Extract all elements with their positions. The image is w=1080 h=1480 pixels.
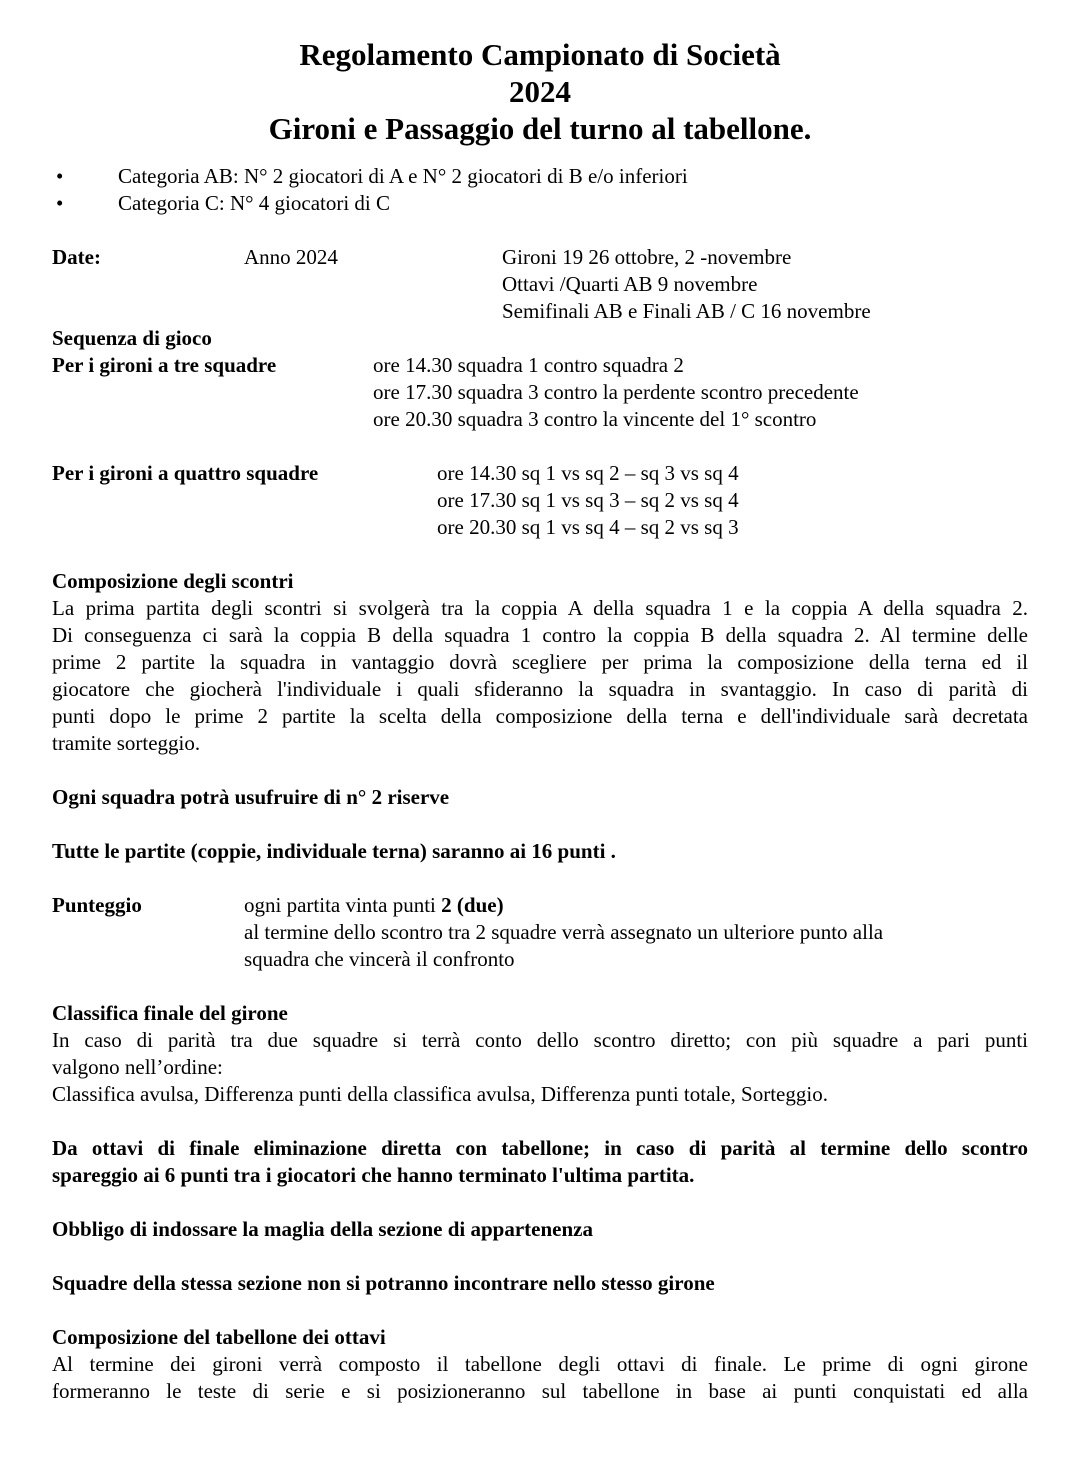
scoring-points-value: 2 (due) <box>441 893 504 917</box>
four-teams-line-3: ore 20.30 sq 1 vs sq 4 – sq 2 vs sq 3 <box>437 515 739 539</box>
dates-line-1: Gironi 19 26 ottobre, 2 -novembre <box>502 245 792 269</box>
sequence-section <box>52 325 1028 541</box>
paragraph-line: spareggio ai 6 punti tra i giocatori che hanno terminato l'ultima partita. <box>52 1163 695 1187</box>
category-ab: Categoria AB: N° 2 giocatori di A e N° 2 giocatori di B e/o inferiori <box>118 164 688 188</box>
four-teams-label: Per i gironi a quattro squadre <box>52 461 319 485</box>
scoring-line-1: ogni partita vinta punti 2 (due) <box>244 893 504 917</box>
dates-line-2: Ottavi /Quarti AB 9 novembre <box>502 272 758 296</box>
three-teams-line-2: ore 17.30 squadra 3 contro la perdente scontro precedente <box>373 380 859 404</box>
reserves-rule: Ogni squadra potrà usufruire di n° 2 riserve <box>52 785 450 809</box>
bracket-heading: Composizione del tabellone dei ottavi <box>52 1325 386 1349</box>
paragraph-line: giocatore che giocherà l'individuale i quali sfideranno la squadra in svantaggio. In caso di parità di <box>52 677 1028 701</box>
dates-label: Date: <box>52 245 101 269</box>
title-line-1: Regolamento Campionato di Società <box>299 37 781 72</box>
dates-year: Anno 2024 <box>244 245 338 269</box>
paragraph-line: prime 2 partite la squadra in vantaggio dovrà scegliere per prima la composizione della terna ed il <box>52 650 1028 674</box>
three-teams-line-3: ore 20.30 squadra 3 contro la vincente del 1° scontro <box>373 407 817 431</box>
title-line-3: Gironi e Passaggio del turno al tabellone. <box>268 111 812 146</box>
paragraph-line: punti dopo le prime 2 partite la scelta della composizione della terna e dell'individuale sarà decretata <box>52 704 1028 728</box>
ranking-section <box>52 1000 1028 1108</box>
composition-heading: Composizione degli scontri <box>52 569 294 593</box>
paragraph-line: formeranno le teste di serie e si posizioneranno sul tabellone in base ai punti conquistati ed alla <box>52 1379 1028 1403</box>
paragraph-line: Di conseguenza ci sarà la coppia B della squadra 1 contro la coppia B della squadra 2. Al termine delle <box>52 623 1028 647</box>
bullet-icon: • <box>56 191 64 215</box>
document-page <box>52 36 1028 1405</box>
category-c: Categoria C: N° 4 giocatori di C <box>118 191 391 215</box>
knockout-section <box>52 1135 1028 1189</box>
dates-line-3: Semifinali AB e Finali AB / C 16 novembre <box>502 299 871 323</box>
bracket-section <box>52 1324 1028 1405</box>
scoring-label: Punteggio <box>52 893 142 917</box>
paragraph-line: Da ottavi di finale eliminazione diretta con tabellone; in caso di parità al termine dello scontro <box>52 1136 1028 1160</box>
jersey-rule: Obbligo di indossare la maglia della sezione di appartenenza <box>52 1217 593 1241</box>
points-rule: Tutte le partite (coppie, individuale terna) saranno ai 16 punti . <box>52 839 616 863</box>
list-item <box>52 163 1028 190</box>
list-item <box>52 190 1028 217</box>
paragraph-line: Al termine dei gironi verrà composto il tabellone degli ottavi di finale. Le prime di ogni girone <box>52 1352 1028 1376</box>
same-section-rule: Squadre della stessa sezione non si potranno incontrare nello stesso girone <box>52 1271 715 1295</box>
paragraph-line: valgono nell’ordine: <box>52 1055 223 1079</box>
four-teams-line-2: ore 17.30 sq 1 vs sq 3 – sq 2 vs sq 4 <box>437 488 739 512</box>
paragraph-line: La prima partita degli scontri si svolgerà tra la coppia A della squadra 1 e la coppia A della squadra 2. <box>52 596 1028 620</box>
category-list <box>52 163 1028 217</box>
dates-section <box>52 244 1028 325</box>
three-teams-label: Per i gironi a tre squadre <box>52 353 277 377</box>
paragraph-line: Classifica avulsa, Differenza punti della classifica avulsa, Differenza punti totale, Sorteggio. <box>52 1082 828 1106</box>
three-teams-line-1: ore 14.30 squadra 1 contro squadra 2 <box>373 353 684 377</box>
paragraph-line: tramite sorteggio. <box>52 731 201 755</box>
title-line-2: 2024 <box>509 74 571 109</box>
four-teams-line-1: ore 14.30 sq 1 vs sq 2 – sq 3 vs sq 4 <box>437 461 739 485</box>
scoring-section <box>52 892 1028 973</box>
scoring-line-3: squadra che vincerà il confronto <box>244 947 515 971</box>
sequence-heading: Sequenza di gioco <box>52 326 212 350</box>
scoring-line-2: al termine dello scontro tra 2 squadre verrà assegnato un ulteriore punto alla <box>244 920 884 944</box>
bullet-icon: • <box>56 164 64 188</box>
composition-section <box>52 568 1028 757</box>
paragraph-line: In caso di parità tra due squadre si terrà conto dello scontro diretto; con più squadre a pari punti <box>52 1028 1028 1052</box>
ranking-heading: Classifica finale del girone <box>52 1001 288 1025</box>
document-title <box>52 36 1028 147</box>
